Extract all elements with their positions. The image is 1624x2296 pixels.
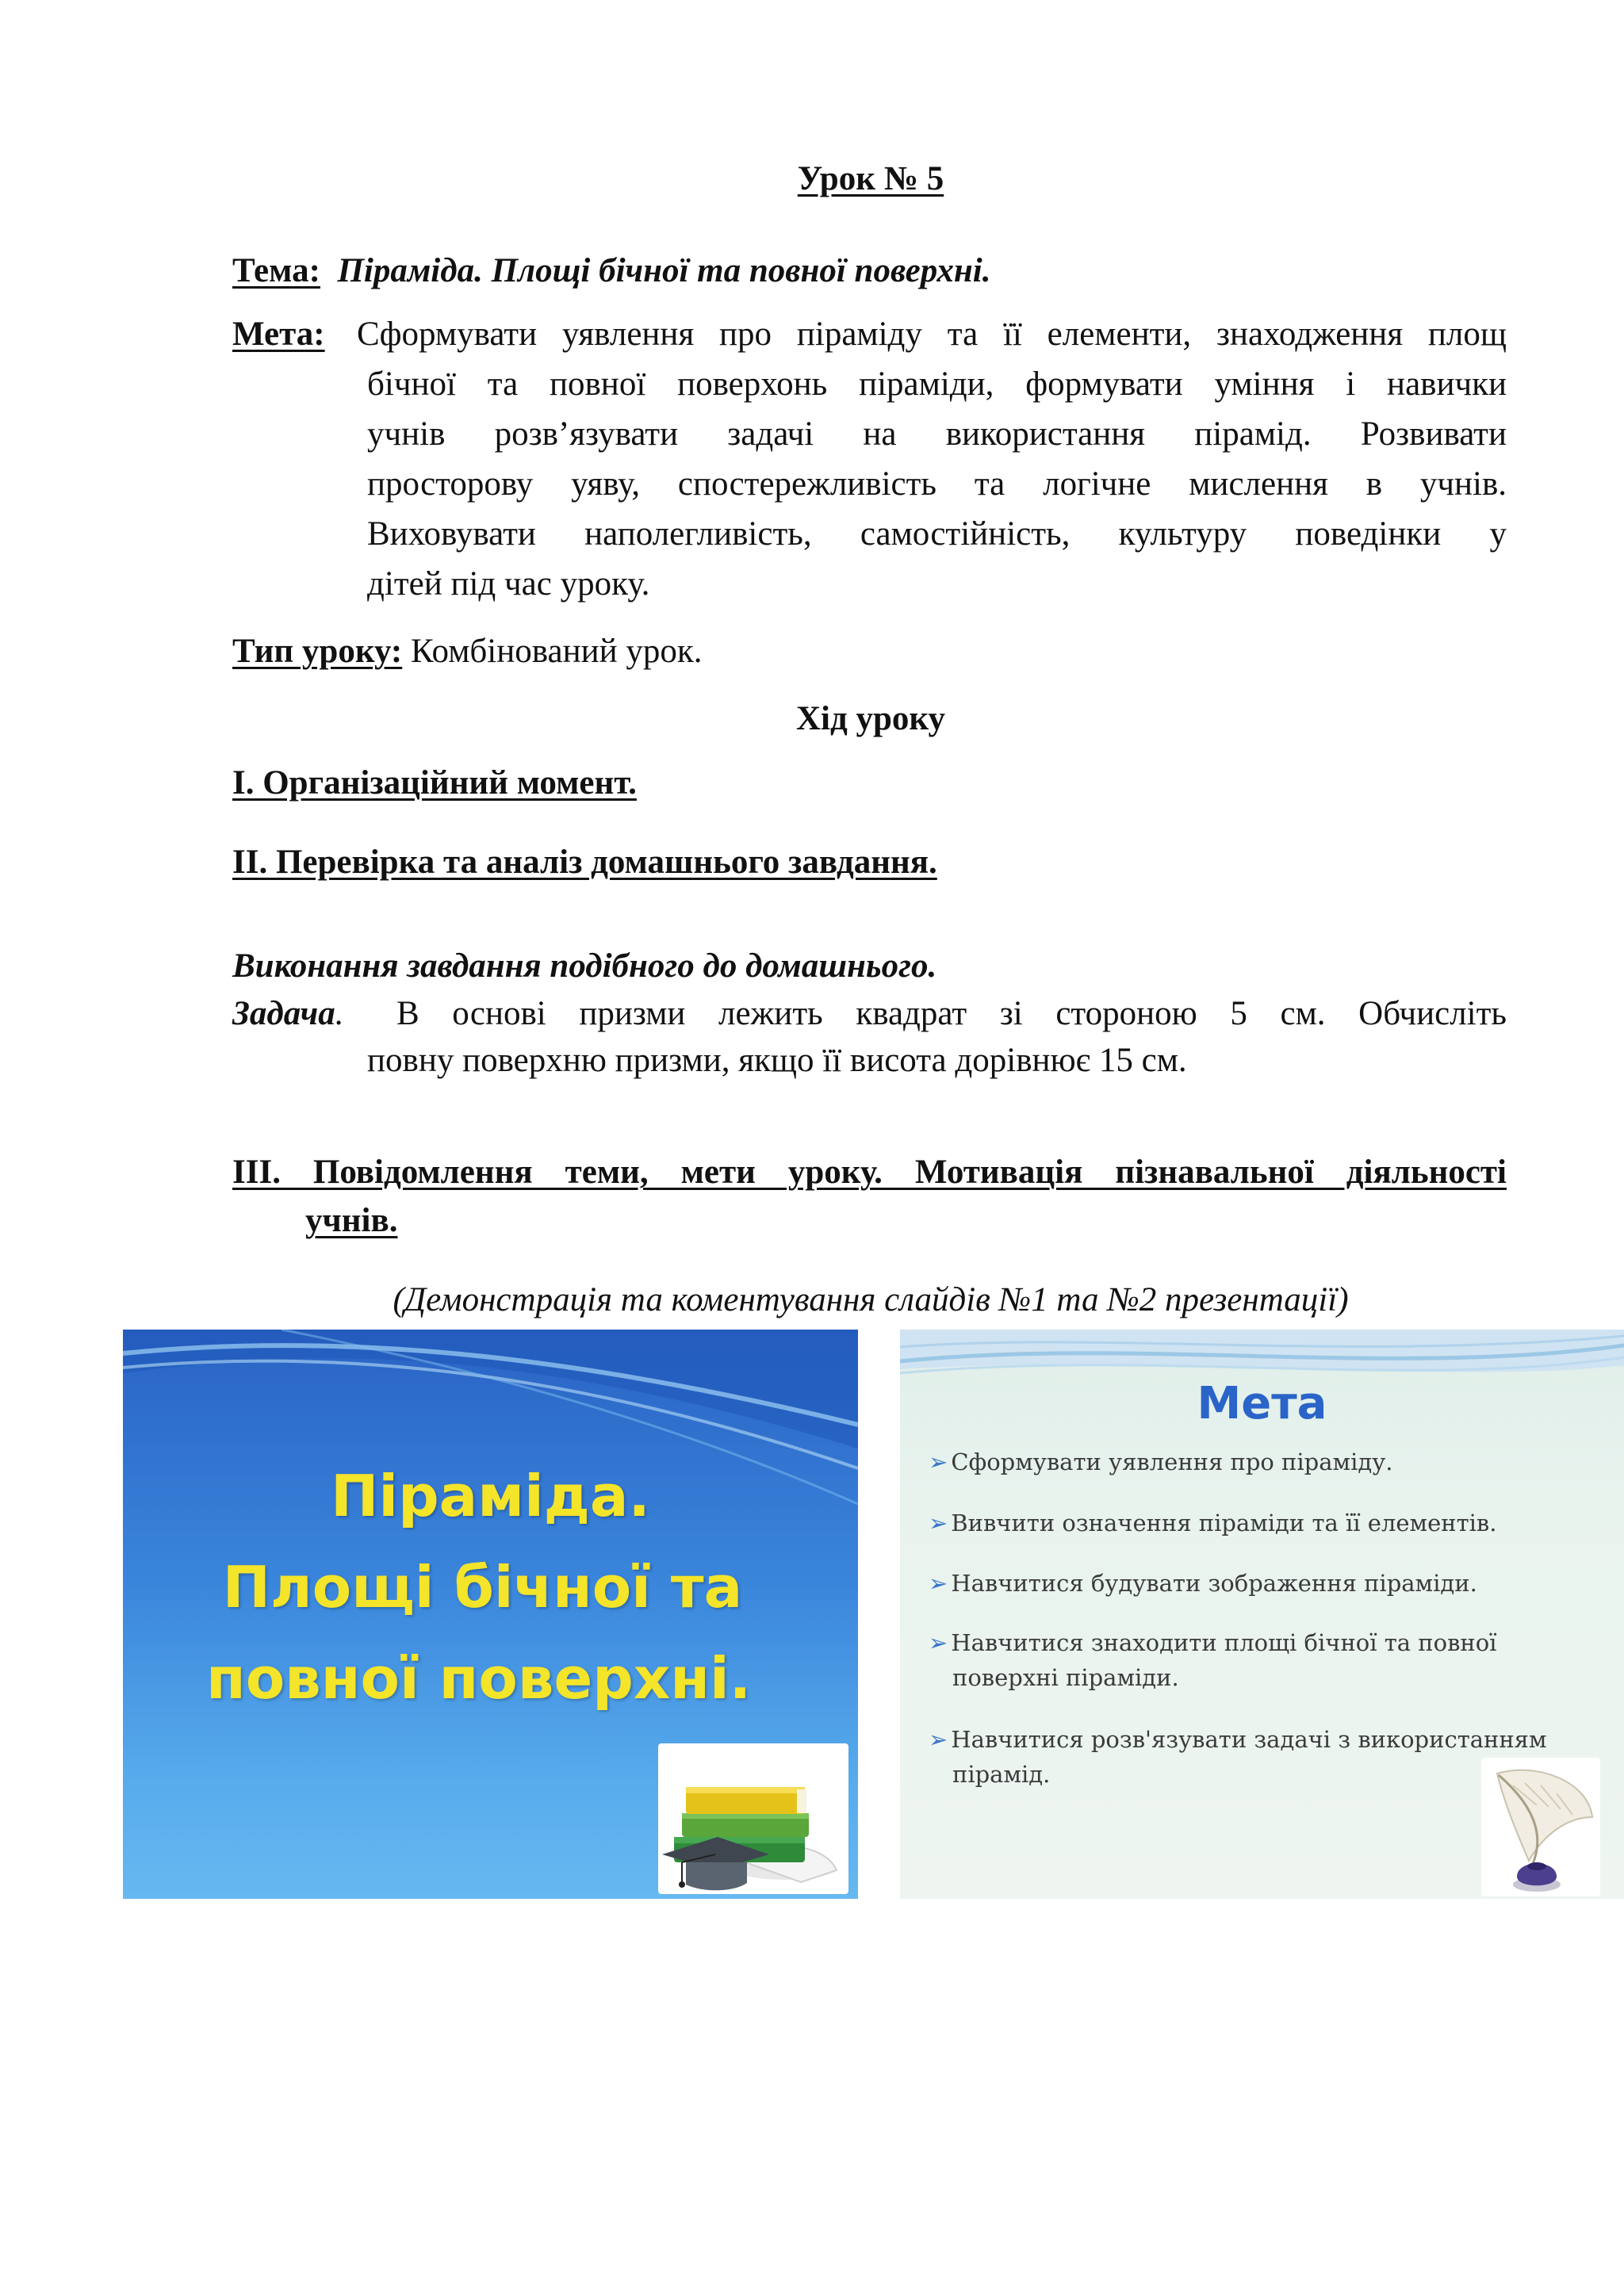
slide-2-item-1 [929, 1445, 1595, 1479]
arrow-bullet-icon: ➢ [929, 1448, 948, 1475]
section-3-heading-line-2: учнів. [305, 1202, 398, 1239]
arrow-bullet-icon: ➢ [929, 1570, 948, 1597]
task-label-wrap [232, 989, 343, 1039]
goal-line-2: бічної та повної поверхонь піраміди, формувати уміння і навички [367, 365, 1507, 403]
quill-inkwell-icon [1481, 1758, 1600, 1896]
slide-1-title-line-3: повної поверхні. [205, 1645, 752, 1712]
course-heading: Хід уроку [795, 700, 946, 737]
section-1-heading: І. Організаційний момент. [232, 764, 637, 802]
task-line-1: В основі призми лежить квадрат зі стороною 5 см. Обчисліть [396, 995, 1507, 1032]
lesson-type-label: Тип уроку: [232, 633, 403, 670]
goal-label-wrap [232, 309, 325, 359]
topic-text: Піраміда. Площі бічної та повної поверхні. [337, 252, 991, 289]
demo-note: (Демонстрація та коментування слайдів №1 та №2 презентації) [393, 1281, 1349, 1318]
goal-line-5: Виховувати наполегливість, самостійність, культуру поведінки у [367, 515, 1507, 553]
lesson-type-line [232, 626, 703, 676]
task-label: Задача [232, 995, 335, 1032]
slide-1-title-line-2: Площі бічної та [222, 1554, 743, 1621]
slide-2-item-text: Сформувати уявлення про піраміду. [951, 1448, 1393, 1475]
slide-2-item-2 [929, 1506, 1595, 1540]
slide-2-item-4 [929, 1625, 1595, 1695]
exercise-heading: Виконання завдання подібного до домашнього. [232, 947, 937, 985]
goal-line-1: Сформувати уявлення про піраміду та її елементи, знаходження площ [357, 316, 1507, 353]
lesson-type-text: Комбінований урок. [411, 633, 703, 670]
goal-line-6: дітей під час уроку. [367, 565, 650, 603]
slide-2-item-text: Вивчити означення піраміди та її елементів. [951, 1510, 1497, 1536]
topic-line [232, 246, 990, 296]
slide-2 [900, 1330, 1624, 1899]
slide-2-item-text: Навчитися будувати зображення піраміди. [951, 1570, 1477, 1597]
task-line-2: повну поверхню призми, якщо її висота дорівнює 15 см. [367, 1042, 1187, 1079]
slide-2-title: Мета [1197, 1378, 1327, 1429]
goal-line-4: просторову уяву, спостережливість та логічне мислення в учнів. [367, 465, 1507, 503]
slide-2-item-text: Навчитися знаходити площі бічної та повної [951, 1629, 1497, 1656]
arrow-bullet-icon: ➢ [929, 1726, 948, 1753]
arrow-bullet-icon: ➢ [929, 1510, 948, 1536]
task-dot: . [335, 995, 344, 1032]
lesson-title: Урок № 5 [797, 160, 944, 197]
slide-2-item-text: Навчитися розв'язувати задачі з використанням [951, 1726, 1547, 1753]
slide-1 [123, 1330, 858, 1899]
books-graduation-cap-icon [658, 1743, 848, 1894]
slide-1-title-line-1: Піраміда. [331, 1463, 650, 1529]
topic-label: Тема: [232, 252, 320, 289]
goal-label: Мета: [232, 316, 325, 353]
goal-line-3: учнів розв’язувати задачі на використання пірамід. Розвивати [367, 415, 1507, 453]
slide-2-item-text-cont: поверхні піраміди. [952, 1664, 1179, 1691]
arrow-bullet-icon: ➢ [929, 1629, 948, 1656]
section-3-heading-line-1: ІІІ. Повідомлення теми, мети уроку. Мотивація пізнавальної діяльності [232, 1154, 1507, 1191]
slide-2-item-3 [929, 1566, 1595, 1601]
section-2-heading: ІІ. Перевірка та аналіз домашнього завдання. [232, 844, 937, 881]
slide-2-item-text-cont: пірамід. [952, 1761, 1051, 1788]
